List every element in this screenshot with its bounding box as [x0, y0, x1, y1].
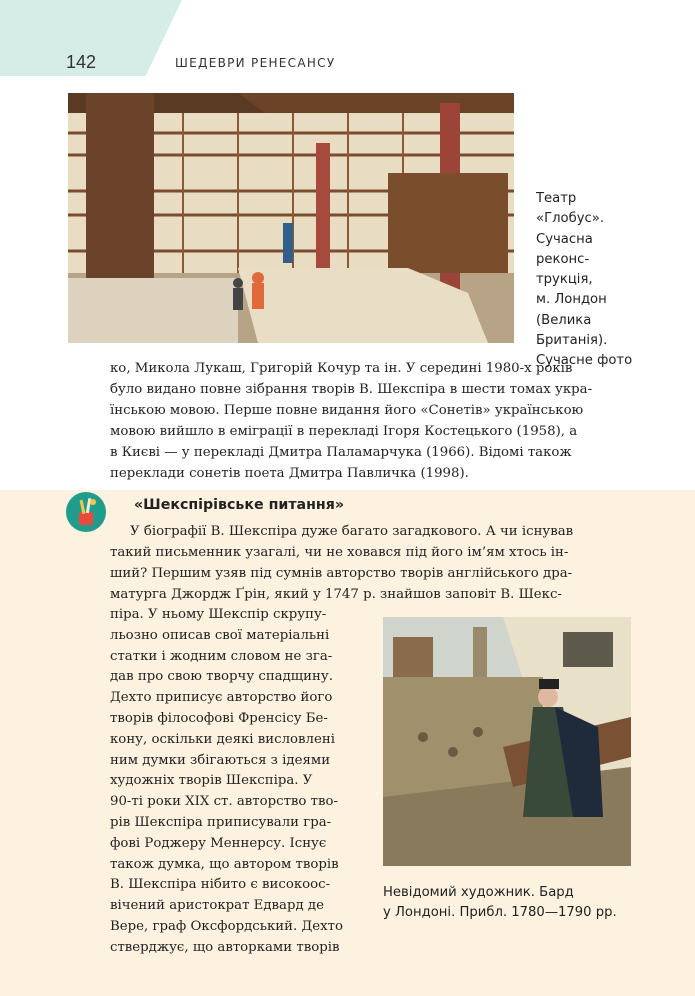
photo-caption [536, 189, 656, 372]
box-line: У біографії В. Шекспіра дуже багато загадкового. А чи існував [130, 524, 574, 539]
bard-in-london-painting [383, 617, 631, 866]
paragraph-line: переклади сонетів поета Дмитра Павличка (1998). [110, 466, 469, 481]
box-line: стверджує, що авторками творів [110, 939, 340, 955]
caption-line: реконс- [536, 251, 590, 267]
caption-line: трукція, [536, 272, 593, 288]
box-column-text [110, 605, 372, 959]
box-line: такий письменник узагалі, чи не ховався під його ім’ям хтось ін- [110, 545, 569, 561]
box-line: фові Роджеру Меннерсу. Існує [110, 835, 327, 851]
painting-caption [383, 883, 653, 923]
caption-line: у Лондоні. Прибл. 1780—1790 рр. [383, 905, 617, 920]
caption-line: Театр [536, 191, 577, 206]
caption-line: м. Лондон [536, 292, 607, 308]
box-line: вічений аристократ Едвард де [110, 898, 324, 914]
box-line: художніх творів Шекспіра. У [110, 773, 313, 789]
paragraph-line: мовою вийшло в еміграції в перекладі Ігоря Костецького (1958), а [110, 424, 578, 439]
box-line: Дехто приписує авторство його [110, 690, 333, 706]
caption-line: Британія). [536, 333, 608, 349]
box-heading: «Шекспірівське питання» [134, 497, 345, 513]
box-line: матурга Джордж Ґрін, який у 1747 р. знайшов заповіт В. Шекс- [110, 587, 562, 603]
main-paragraph [110, 358, 634, 484]
box-line: ним думки збігаються з ідеями [110, 752, 331, 768]
paragraph-line: було видано повне зібрання творів В. Шекспіра в шести томах укра- [110, 382, 593, 397]
box-line: статки і жодним словом не зга- [110, 648, 333, 664]
caption-line: «Глобус». [536, 211, 605, 227]
paragraph-line: їнською мовою. Перше повне видання його «Сонетів» українською [110, 403, 584, 418]
running-title: ШЕДЕВРИ РЕНЕСАНСУ [175, 56, 336, 70]
box-line: ший? Першим узяв під сумнів авторство творів англійського дра- [110, 566, 573, 582]
box-line: 90-ті роки XIX ст. авторство тво- [110, 794, 338, 810]
caption-line: Сучасне фото [536, 353, 633, 369]
box-line: В. Шекспіра нібито є високоос- [110, 877, 331, 893]
box-line: дав про свою творчу спадщину. [110, 669, 333, 685]
box-line: також думка, що автором творів [110, 856, 339, 872]
pencil-cup-icon [66, 492, 106, 532]
paragraph-line: в Києві — у перекладі Дмитра Паламарчука (1966). Відомі також [110, 445, 572, 460]
caption-line: Сучасна [536, 231, 593, 247]
box-line: піра. У ньому Шекспір скрупу- [110, 607, 327, 622]
caption-line: Невідомий художник. Бард [383, 885, 574, 900]
box-intro-text [110, 521, 634, 605]
paragraph-line: ко, Микола Лукаш, Григорій Кочур та ін. У середині 1980-х років [110, 361, 573, 376]
box-line: льозно описав свої матеріальні [110, 627, 330, 643]
box-line: рів Шекспіра приписували гра- [110, 814, 332, 830]
box-line: кону, оскільки деякі висловлені [110, 731, 335, 747]
box-line: Вере, граф Оксфордський. Дехто [110, 918, 344, 934]
box-line: творів філософові Френсісу Бе- [110, 710, 328, 726]
caption-line: (Велика [536, 312, 592, 328]
globe-theatre-photo [68, 93, 514, 343]
page-number: 142 [66, 52, 97, 72]
